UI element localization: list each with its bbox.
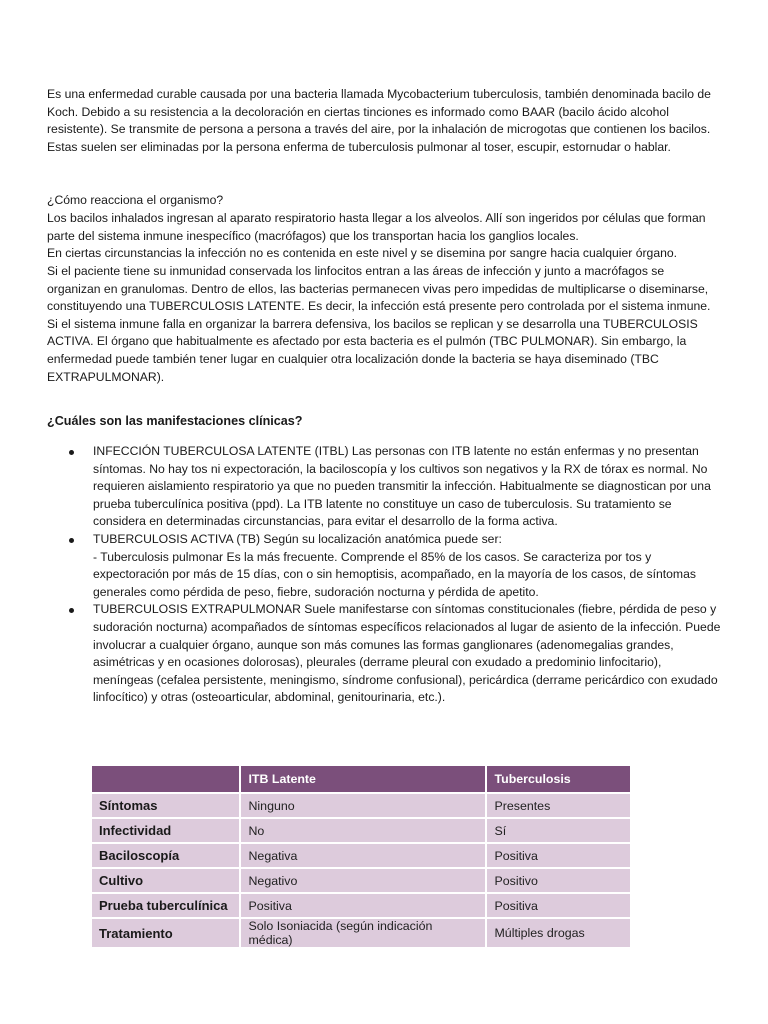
list-item-text: TUBERCULOSIS EXTRAPULMONAR Suele manifestarse con síntomas constitucionales (fiebre, pérdida de peso y sudoración nocturna) acompañados de síntomas específicos relacionados al lugar de asiento de la infección. Puede involucrar a cualquier órgano, aunque son más comunes las formas ganglionares (adenomegalias grandes, asimétricas y en ocasiones dolorosas), pleurales (derrame pleural con exudado a predominio linfocitario), meníngeas (cefalea persistente, meningismo, síndrome confusional), pericárdica (derrame pericárdico con exudado linfocítico) y otras (osteoarticular, abdominal, genitourinaria, etc.). [93, 602, 721, 705]
row-label: Infectividad [91, 818, 240, 843]
table-row [91, 893, 631, 918]
reaction-immunity-paragraph: Si el paciente tiene su inmunidad conservada los linfocitos entran a las áreas de infección y junto a macrófagos se organizan en granulomas. Dentro de ellos, las bacterias permanecen vivas pero impedidas de multiplicarse o diseminarse, constituyendo una TUBERCULOSIS LATENTE. Es decir, la infección está presente pero controlada por el sistema inmune. Si el sistema inmune falla en organizar la barrera defensiva, los bacilos se replican y se desarrolla una TUBERCULOSIS ACTIVA. El órgano que habitualmente es afectado por esta bacteria es el pulmón (TBC PULMONAR). Sin embargo, la enfermedad puede también tener lugar en cualquier otra localización donde la bacteria se haya diseminado (TBC EXTRAPULMONAR). [47, 264, 711, 384]
row-label: Tratamiento [91, 918, 240, 948]
table-row [91, 818, 631, 843]
table-header-cell [91, 765, 240, 793]
table-header-cell: ITB Latente [240, 765, 486, 793]
bullet-icon [69, 538, 74, 543]
table-cell: Positiva [486, 893, 631, 918]
table-cell: Positiva [486, 843, 631, 868]
row-label: Baciloscopía [91, 843, 240, 868]
table-row [91, 793, 631, 818]
table-cell: Sí [486, 818, 631, 843]
row-label: Cultivo [91, 868, 240, 893]
list-item-active [47, 531, 721, 601]
list-item-latent [47, 443, 721, 531]
table-cell: Negativa [240, 843, 486, 868]
table-header-cell: Tuberculosis [486, 765, 631, 793]
reaction-question: ¿Cómo reacciona el organismo? [47, 193, 224, 207]
list-item-text: INFECCIÓN TUBERCULOSA LATENTE (ITBL) Las personas con ITB latente no están enfermas y no presentan síntomas. No hay tos ni expectoración, la baciloscopía y los cultivos son negativos y la RX de tórax es normal. No requieren aislamiento respiratorio ya que no pueden transmitir la infección. Habitualmente se diagnostican por una prueba tuberculínica positiva (ppd). La ITB latente no constituye un caso de tuberculosis. Su tratamiento se considera en determinadas circunstancias, para evitar el desarrollo de la forma activa. [93, 444, 711, 529]
table-row [91, 843, 631, 868]
table-cell: No [240, 818, 486, 843]
table-cell: Positiva [240, 893, 486, 918]
table-row [91, 868, 631, 893]
table-cell: Ninguno [240, 793, 486, 818]
comparison-table [90, 764, 632, 949]
table-cell: Positivo [486, 868, 631, 893]
manifestations-list [47, 443, 721, 707]
reaction-spread-paragraph: En ciertas circunstancias la infección no es contenida en este nivel y se disemina por sangre hacia cualquier órgano. [47, 246, 678, 260]
table-cell: Negativo [240, 868, 486, 893]
row-label: Síntomas [91, 793, 240, 818]
table-cell: Múltiples drogas [486, 918, 631, 948]
manifestations-heading: ¿Cuáles son las manifestaciones clínicas? [47, 414, 303, 428]
list-item-text: TUBERCULOSIS ACTIVA (TB) Según su localización anatómica puede ser: [93, 531, 502, 546]
table-cell: Solo Isoniacida (según indicación médica) [240, 918, 486, 948]
table-row [91, 918, 631, 948]
bullet-icon [69, 608, 74, 613]
reaction-mechanism-paragraph: Los bacilos inhalados ingresan al aparato respiratorio hasta llegar a los alveolos. Allí son ingeridos por células que forman parte del sistema inmune inespecífico (macrófagos) que los transportan hacia los ganglios locales. [47, 211, 706, 243]
bullet-icon [69, 450, 74, 455]
table-header-row [91, 765, 631, 793]
intro-paragraph: Es una enfermedad curable causada por una bacteria llamada Mycobacterium tuberculosis, también denominada bacilo de Koch. Debido a su resistencia a la decoloración en ciertas tinciones es informado como BAAR (bacilo ácido alcohol resistente). Se transmite de persona a persona a través del aire, por la inhalación de microgotas que contienen los bacilos. Estas suelen ser eliminadas por la persona enferma de tuberculosis pulmonar al toser, escupir, estornudar o hablar. [47, 87, 711, 154]
list-item-extrapulmonary [47, 601, 721, 707]
table-cell: Presentes [486, 793, 631, 818]
row-label: Prueba tuberculínica [91, 893, 240, 918]
list-item-subtext: - Tuberculosis pulmonar Es la más frecuente. Comprende el 85% de los casos. Se caracteriza por tos y expectoración por más de 15 días, con o sin hemoptisis, acompañado, en la mayoría de los casos, de síntomas generales como pérdida de peso, fiebre, sudoración nocturna y pérdida de apetito. [93, 549, 696, 599]
